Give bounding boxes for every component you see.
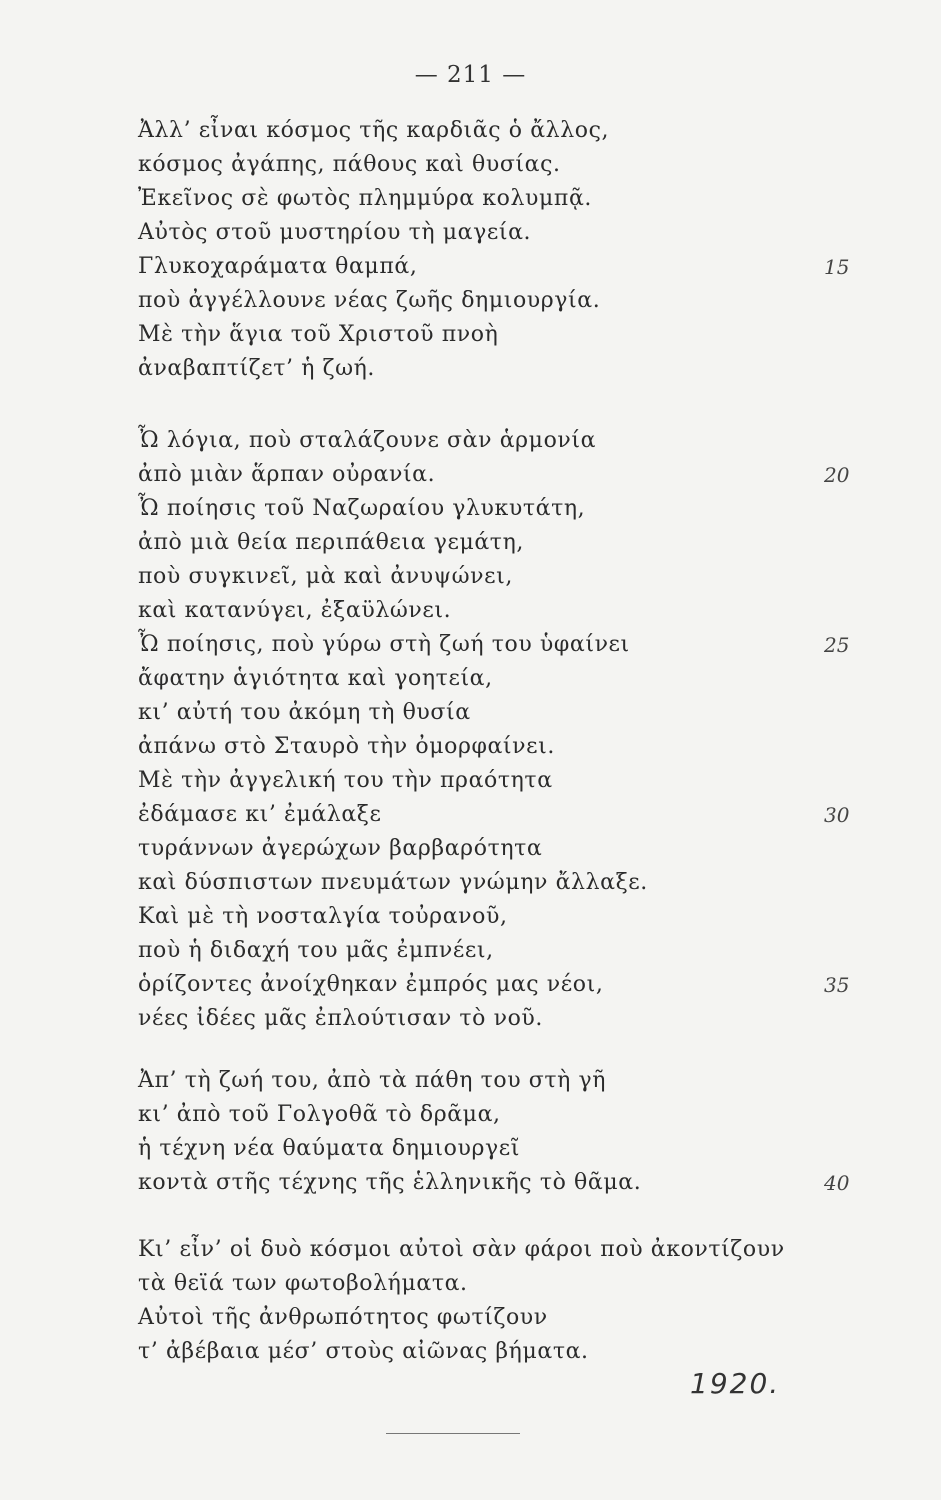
poem-line: ποὺ ἡ διδαχή του μᾶς ἐμπνέει, [138,938,494,963]
poem-line: Ἀπ’ τὴ ζωή του, ἀπὸ τὰ πάθη του στὴ γῆ [138,1068,607,1093]
poem-line: Αὐτὸς στοῦ μυστηρίου τὴ μαγεία. [138,220,532,245]
stanza-3 [138,1064,641,1200]
poem-line: ἀναβαπτίζετ’ ἡ ζωή. [138,356,376,381]
poem-line: Ἐκεῖνος σὲ φωτὸς πλημμύρα κολυμπᾷ. [138,186,593,211]
stanza-1 [138,114,609,386]
poem-line: Αὐτοὶ τῆς ἀνθρωπότητος φωτίζουν [138,1305,548,1330]
poem-line: ἄφατην ἁγιότητα καὶ γοητεία, [138,666,493,691]
poem-line: ποὺ συγκινεῖ, μὰ καὶ ἀνυψώνει, [138,564,513,589]
poem-line: Μὲ τὴν ἅγια τοῦ Χριστοῦ πνοὴ [138,322,499,347]
poem-line: Γλυκοχαράματα θαμπά, [138,254,418,279]
line-number: 30 [824,803,850,827]
poem-line: Ὦ λόγια, ποὺ σταλάζουνε σὰν ἁρμονία [138,428,597,453]
closing-rule [386,1433,520,1434]
poem-line: κοντὰ στῆς τέχνης τῆς ἑλληνικῆς τὸ θᾶμα. [138,1170,642,1195]
poem-line: ποὺ ἀγγέλλουνε νέας ζωῆς δημιουργία. [138,288,601,313]
poem-line: τυράννων ἀγερώχων βαρβαρότητα [138,836,543,861]
line-number: 15 [824,255,850,279]
poem-line: ἐδάμασε κι’ ἐμάλαξε [138,802,382,827]
poem-line: Κι’ εἶν’ οἱ δυὸ κόσμοι αὐτοὶ σὰν φάροι ποὺ ἀκοντίζουν [138,1237,785,1262]
stanza-4 [138,1233,785,1369]
poem-line: κι’ ἀπὸ τοῦ Γολγοθᾶ τὸ δρᾶμα, [138,1102,501,1127]
line-number: 25 [824,633,850,657]
poem-line: Μὲ τὴν ἀγγελική του τὴν πραότητα [138,768,553,793]
poem-line: ἡ τέχνη νέα θαύματα δημιουργεῖ [138,1136,520,1161]
poem-line: ἀπὸ μιὰ θεία περιπάθεια γεμάτη, [138,530,524,555]
poem-line: νέες ἰδέες μᾶς ἐπλούτισαν τὸ νοῦ. [138,1006,543,1031]
line-number: 40 [824,1171,850,1195]
poem-line: κόσμος ἀγάπης, πάθους καὶ θυσίας. [138,152,561,177]
poem-line: τ’ ἀβέβαια μέσ’ στοὺς αἰῶνας βήματα. [138,1339,589,1364]
stanza-2 [138,424,648,1036]
poem-line: καὶ κατανύγει, ἐξαϋλώνει. [138,598,452,623]
poem-line: ὁρίζοντες ἀνοίχθηκαν ἐμπρός μας νέοι, [138,972,604,997]
poem-line: ἀπὸ μιὰν ἅρπαν οὐρανία. [138,462,436,487]
date: 1920. [690,1367,781,1400]
poem-line: κι’ αὐτή του ἀκόμη τὴ θυσία [138,700,471,725]
line-number: 35 [824,973,850,997]
poem-line: καὶ δύσπιστων πνευμάτων γνώμην ἄλλαξε. [138,870,648,895]
poem-line: τὰ θεϊά των φωτοβολήματα. [138,1271,468,1296]
page-number: — 211 — [414,62,527,88]
poem-line: Ὦ ποίησις τοῦ Ναζωραίου γλυκυτάτη, [138,496,586,521]
poem-line: Καὶ μὲ τὴ νοσταλγία τοὐρανοῦ, [138,904,508,929]
line-number: 20 [824,463,850,487]
poem-line: Ἀλλ’ εἶναι κόσμος τῆς καρδιᾶς ὁ ἄλλος, [138,118,610,143]
poem-line: ἀπάνω στὸ Σταυρὸ τὴν ὀμορφαίνει. [138,734,555,759]
poem-line: Ὦ ποίησις, ποὺ γύρω στὴ ζωή του ὑφαίνει [138,632,630,657]
